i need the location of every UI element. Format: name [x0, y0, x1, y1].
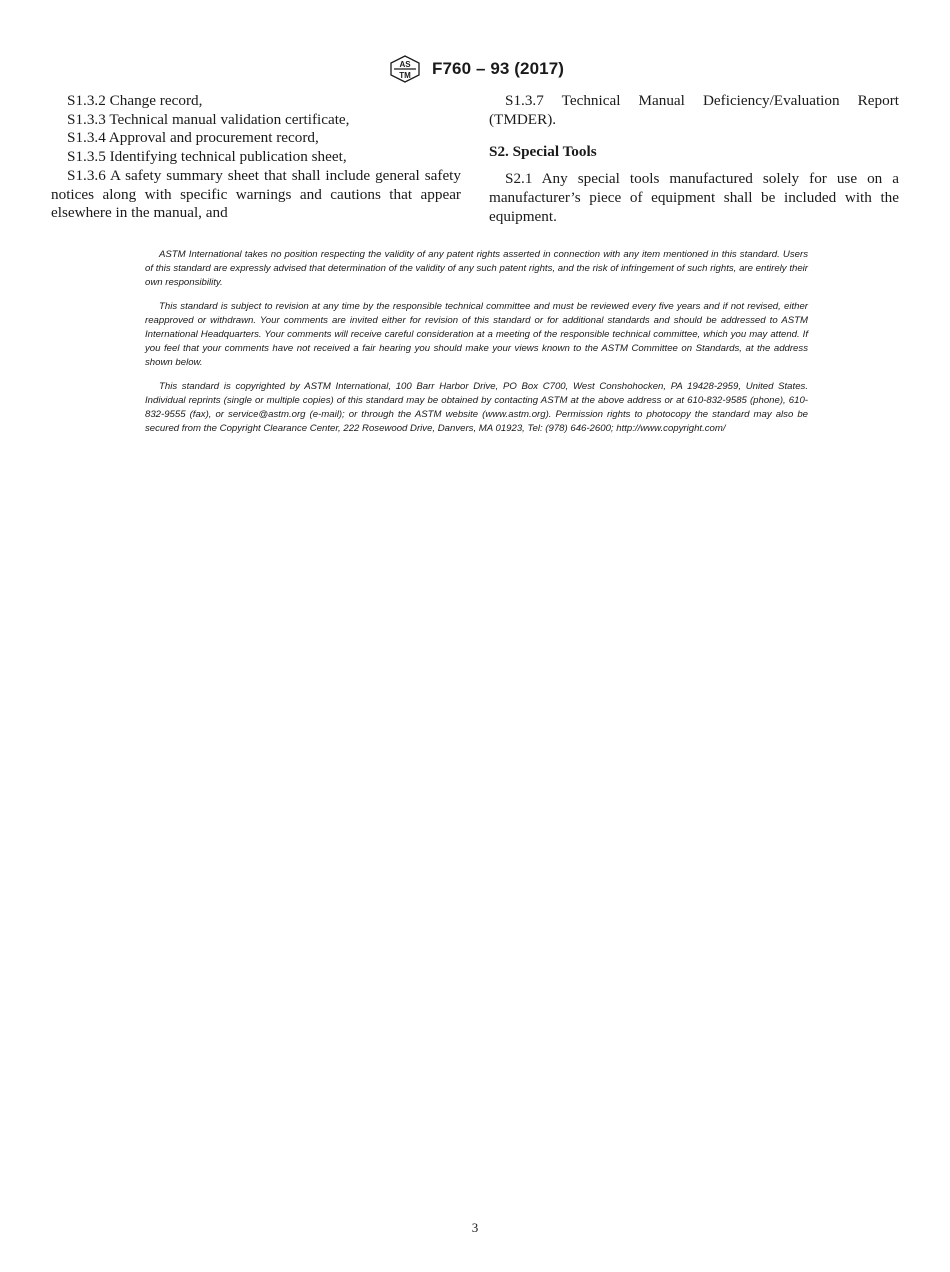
right-column — [489, 92, 899, 226]
clause-s2-1: S2.1 Any special tools manufactured solely for use on a manufacturer’s piece of equipment shall be included with the equipment. — [489, 170, 899, 225]
page-header — [0, 52, 950, 86]
page-number: 3 — [471, 1220, 479, 1235]
clause-s1-3-7: S1.3.7 Technical Manual Deficiency/Evaluation Report (TMDER). — [489, 92, 899, 128]
astm-notices — [145, 248, 808, 447]
patent-notice: ASTM International takes no position respecting the validity of any patent rights asserted in connection with any item mentioned in this standard. Users of this standard are expressly advised that determination of the validity of any such patent rights, and the risk of infringement of such rights, are entirely their own responsibility. — [145, 249, 808, 288]
clause-s1-3-3: S1.3.3 Technical manual validation certificate, — [67, 110, 350, 128]
astm-logo-icon — [386, 54, 424, 84]
clause-s1-3-4: S1.3.4 Approval and procurement record, — [67, 129, 319, 147]
copyright-notice: This standard is copyrighted by ASTM International, 100 Barr Harbor Drive, PO Box C700, West Conshohocken, PA 19428-2959, United States. Individual reprints (single or multiple copies) of this standard may be obtained by contacting ASTM at the above address or at 610-832-9585 (phone), 610-832-9555 (fax), or service@astm.org (e-mail); or through the ASTM website (www.astm.org). Permission rights to photocopy the standard may also be secured from the Copyright Clearance Center, 222 Rosewood Drive, Danvers, MA 01923, Tel: (978) 646-2600; http://www.copyright.com/ — [145, 381, 808, 434]
left-column — [51, 92, 461, 223]
clause-s1-3-2: S1.3.2 Change record, — [67, 92, 203, 109]
revision-notice: This standard is subject to revision at any time by the responsible technical committee and must be reviewed every five years and if not revised, either reapproved or withdrawn. Your comments are invited either for revision of this standard or for additional standards and should be addressed to ASTM International Headquarters. Your comments will receive careful consideration at a meeting of the responsible technical committee, which you may attend. If you feel that your comments have not received a fair hearing you should make your views known to the ASTM Committee on Standards, at the address shown below. — [145, 301, 808, 368]
clause-s1-3-6: S1.3.6 A safety summary sheet that shall include general safety notices along with specific warnings and cautions that appear elsewhere in the manual, and — [51, 166, 461, 222]
svg-text:TM: TM — [399, 71, 411, 80]
clause-s1-3-5: S1.3.5 Identifying technical publication sheet, — [67, 148, 347, 166]
svg-text:AS: AS — [399, 60, 411, 69]
section-heading-special-tools: S2. Special Tools — [489, 143, 597, 161]
standard-designation: F760 – 93 (2017) — [431, 59, 565, 78]
